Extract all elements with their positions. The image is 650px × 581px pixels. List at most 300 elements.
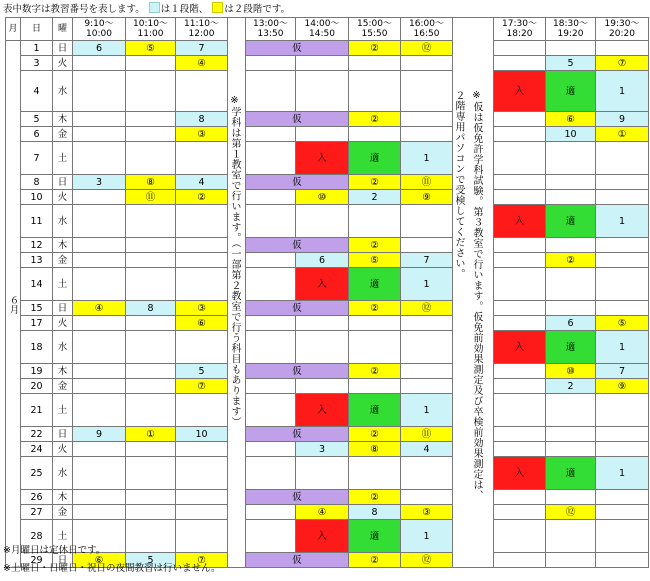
weekday-cell: 日 — [52, 552, 73, 568]
header-slot — [175, 17, 228, 41]
empty-slot — [295, 315, 349, 331]
empty-slot — [595, 40, 649, 56]
footnote-closed: ※月曜日は定休日です。 — [3, 545, 106, 556]
lesson-cell: ① — [125, 426, 176, 442]
empty-slot — [245, 141, 296, 175]
empty-slot — [493, 267, 546, 301]
lesson-cell: 1 — [595, 204, 649, 238]
lesson-cell: ② — [348, 40, 401, 56]
empty-slot — [545, 300, 596, 316]
empty-slot — [175, 489, 228, 505]
day-cell: 27 — [20, 504, 53, 520]
empty-slot — [493, 189, 546, 205]
slot-start: 16:00～ — [409, 19, 444, 29]
empty-slot — [545, 141, 596, 175]
empty-slot — [493, 519, 546, 553]
lesson-cell: ⑤ — [595, 315, 649, 331]
lesson-cell: ⑤ — [348, 252, 401, 268]
slot-start: 11:10～ — [184, 19, 219, 29]
empty-slot — [295, 70, 349, 112]
lesson-cell: ⑩ — [295, 189, 349, 205]
empty-slot — [400, 55, 453, 71]
empty-slot — [400, 363, 453, 379]
weekday-cell: 土 — [52, 141, 73, 175]
lesson-cell: ② — [348, 552, 401, 568]
side-note-computer: ２階専用パソコンで受検してください。 — [453, 90, 464, 279]
empty-slot — [245, 252, 296, 268]
empty-slot — [400, 111, 453, 127]
empty-slot — [72, 237, 126, 253]
empty-slot — [125, 504, 176, 520]
lesson-cell: ② — [348, 174, 401, 190]
empty-slot — [175, 267, 228, 301]
lesson-cell: 2 — [348, 189, 401, 205]
empty-slot — [72, 267, 126, 301]
lesson-cell: ④ — [72, 300, 126, 316]
empty-slot — [493, 237, 546, 253]
lesson-cell: ⑫ — [400, 552, 453, 568]
lesson-cell: 4 — [400, 441, 453, 457]
empty-slot — [493, 174, 546, 190]
weekday-cell: 日 — [52, 426, 73, 442]
slot-end: 11:00 — [137, 29, 164, 39]
header-day: 日 — [20, 17, 53, 41]
lesson-cell: 仮 — [245, 489, 349, 505]
empty-slot — [72, 363, 126, 379]
lesson-cell: 適 — [348, 267, 401, 301]
empty-slot — [245, 330, 296, 364]
header-slot — [400, 17, 453, 41]
weekday-cell: 金 — [52, 252, 73, 268]
empty-slot — [493, 252, 546, 268]
weekday-cell: 金 — [52, 504, 73, 520]
lesson-cell: 入 — [493, 70, 546, 112]
lesson-cell: 適 — [545, 456, 596, 490]
empty-slot — [175, 252, 228, 268]
lesson-cell: 仮 — [245, 552, 349, 568]
empty-slot — [595, 393, 649, 427]
empty-slot — [595, 552, 649, 568]
lesson-cell: 8 — [348, 504, 401, 520]
lesson-cell: ⑫ — [400, 300, 453, 316]
empty-slot — [493, 40, 546, 56]
lesson-cell: 6 — [72, 40, 126, 56]
lesson-cell: 入 — [295, 267, 349, 301]
empty-slot — [125, 456, 176, 490]
empty-slot — [72, 70, 126, 112]
weekday-cell: 日 — [52, 300, 73, 316]
empty-slot — [348, 330, 401, 364]
lesson-cell: ③ — [175, 300, 228, 316]
empty-slot — [175, 237, 228, 253]
slot-start: 14:00～ — [304, 19, 340, 29]
empty-slot — [595, 267, 649, 301]
lesson-cell: 5 — [175, 363, 228, 379]
empty-slot — [175, 393, 228, 427]
lesson-cell: ⑥ — [545, 111, 596, 127]
lesson-cell: 1 — [400, 393, 453, 427]
lesson-cell: ⑨ — [400, 189, 453, 205]
weekday-cell: 木 — [52, 111, 73, 127]
lesson-cell: ② — [348, 489, 401, 505]
lesson-cell: ① — [595, 126, 649, 142]
slot-end: 13:50 — [257, 29, 284, 39]
empty-slot — [125, 141, 176, 175]
month-label: ６月 — [5, 40, 21, 568]
weekday-cell: 木 — [52, 237, 73, 253]
empty-slot — [348, 315, 401, 331]
empty-slot — [348, 456, 401, 490]
legend-stage1: は１段階、 — [160, 4, 209, 15]
lesson-cell: 3 — [72, 174, 126, 190]
empty-slot — [245, 126, 296, 142]
empty-slot — [125, 267, 176, 301]
day-cell: 22 — [20, 426, 53, 442]
empty-slot — [72, 252, 126, 268]
empty-slot — [400, 204, 453, 238]
empty-slot — [72, 55, 126, 71]
lesson-cell: 仮 — [245, 111, 349, 127]
lesson-cell: ② — [348, 300, 401, 316]
empty-slot — [595, 519, 649, 553]
weekday-cell: 日 — [52, 40, 73, 56]
lesson-cell: 適 — [545, 330, 596, 364]
empty-slot — [175, 70, 228, 112]
slot-end: 15:50 — [361, 29, 388, 39]
weekday-cell: 火 — [52, 189, 73, 205]
empty-slot — [295, 330, 349, 364]
empty-slot — [72, 126, 126, 142]
legend-stage2: は２段階です。 — [224, 4, 291, 15]
weekday-cell: 金 — [52, 378, 73, 394]
empty-slot — [125, 519, 176, 553]
lesson-cell: 8 — [125, 300, 176, 316]
lesson-cell: 仮 — [245, 300, 349, 316]
slot-start: 19:30～ — [604, 19, 640, 29]
empty-slot — [125, 111, 176, 127]
empty-slot — [595, 300, 649, 316]
lesson-cell: ⑪ — [400, 174, 453, 190]
lesson-cell: 仮 — [245, 363, 349, 379]
empty-slot — [72, 504, 126, 520]
header-slot — [595, 17, 649, 41]
lesson-cell: 1 — [400, 267, 453, 301]
empty-slot — [493, 55, 546, 71]
empty-slot — [493, 489, 546, 505]
empty-slot — [295, 126, 349, 142]
empty-slot — [175, 456, 228, 490]
lesson-cell: 入 — [493, 456, 546, 490]
weekday-cell: 日 — [52, 174, 73, 190]
day-cell: 8 — [20, 174, 53, 190]
weekday-cell: 土 — [52, 519, 73, 553]
empty-slot — [400, 126, 453, 142]
lesson-cell: 1 — [595, 330, 649, 364]
lesson-cell: 適 — [545, 204, 596, 238]
lesson-cell: 6 — [295, 252, 349, 268]
lesson-cell: 3 — [295, 441, 349, 457]
empty-slot — [72, 441, 126, 457]
empty-slot — [400, 70, 453, 112]
lesson-cell: 適 — [545, 70, 596, 112]
header-slot — [295, 17, 349, 41]
empty-slot — [545, 237, 596, 253]
lesson-cell: ⑥ — [72, 552, 126, 568]
day-cell: 19 — [20, 363, 53, 379]
lesson-cell: 入 — [295, 393, 349, 427]
empty-slot — [545, 552, 596, 568]
day-cell: 12 — [20, 237, 53, 253]
lesson-cell: 10 — [175, 426, 228, 442]
empty-slot — [493, 126, 546, 142]
day-cell: 25 — [20, 456, 53, 490]
slot-start: 15:00～ — [357, 19, 392, 29]
empty-slot — [493, 426, 546, 442]
slot-end: 16:50 — [413, 29, 440, 39]
header-month: 月 — [5, 17, 21, 41]
header-slot — [125, 17, 176, 41]
lesson-cell: ⑪ — [125, 189, 176, 205]
empty-slot — [595, 189, 649, 205]
lesson-cell: 適 — [348, 393, 401, 427]
weekday-cell: 火 — [52, 441, 73, 457]
empty-slot — [545, 441, 596, 457]
empty-slot — [72, 489, 126, 505]
header-slot — [245, 17, 296, 41]
lesson-cell: ⑤ — [125, 40, 176, 56]
lesson-cell: ⑦ — [595, 55, 649, 71]
empty-slot — [72, 330, 126, 364]
lesson-cell: ⑧ — [125, 174, 176, 190]
empty-slot — [493, 504, 546, 520]
lesson-cell: 適 — [348, 141, 401, 175]
empty-slot — [493, 111, 546, 127]
empty-slot — [125, 237, 176, 253]
lesson-cell: ③ — [400, 504, 453, 520]
day-cell: 7 — [20, 141, 53, 175]
side-note-provisional: ※仮は仮免許学科試験。第３教室で行います。仮免前効果測定及び卒検前効果測定は、 — [471, 90, 482, 501]
empty-slot — [125, 252, 176, 268]
lesson-cell: 10 — [545, 126, 596, 142]
empty-slot — [493, 393, 546, 427]
day-cell: 15 — [20, 300, 53, 316]
day-cell: 4 — [20, 70, 53, 112]
weekday-cell: 土 — [52, 393, 73, 427]
day-cell: 5 — [20, 111, 53, 127]
slot-start: 17:30～ — [502, 19, 537, 29]
header-slot — [545, 17, 596, 41]
slot-end: 19:20 — [557, 29, 584, 39]
empty-slot — [125, 363, 176, 379]
empty-slot — [125, 489, 176, 505]
lesson-cell: 1 — [595, 70, 649, 112]
lesson-cell: ⑩ — [545, 363, 596, 379]
lesson-cell: ⑫ — [400, 40, 453, 56]
empty-slot — [493, 315, 546, 331]
empty-slot — [400, 315, 453, 331]
stage1-swatch — [149, 2, 160, 13]
empty-slot — [245, 378, 296, 394]
slot-end: 20:20 — [609, 29, 635, 39]
lesson-cell: 入 — [295, 141, 349, 175]
empty-slot — [348, 55, 401, 71]
empty-slot — [595, 141, 649, 175]
empty-slot — [125, 378, 176, 394]
empty-slot — [72, 378, 126, 394]
empty-slot — [175, 330, 228, 364]
empty-slot — [595, 426, 649, 442]
empty-slot — [245, 55, 296, 71]
lesson-cell: 仮 — [245, 174, 349, 190]
empty-slot — [545, 174, 596, 190]
day-cell: 10 — [20, 189, 53, 205]
day-cell: 20 — [20, 378, 53, 394]
empty-slot — [125, 330, 176, 364]
lesson-cell: 適 — [348, 519, 401, 553]
lesson-cell: 1 — [400, 519, 453, 553]
lesson-cell: 入 — [295, 519, 349, 553]
empty-slot — [348, 70, 401, 112]
empty-slot — [400, 456, 453, 490]
empty-slot — [545, 489, 596, 505]
lesson-cell: 7 — [175, 40, 228, 56]
stage2-swatch — [212, 2, 223, 13]
lesson-cell: 8 — [175, 111, 228, 127]
empty-slot — [545, 189, 596, 205]
lesson-cell: ⑦ — [175, 378, 228, 394]
empty-slot — [245, 204, 296, 238]
lesson-cell: ② — [348, 426, 401, 442]
empty-slot — [245, 267, 296, 301]
lesson-cell: ⑫ — [545, 504, 596, 520]
lesson-cell: 1 — [400, 141, 453, 175]
weekday-cell: 木 — [52, 363, 73, 379]
slot-end: 12:00 — [188, 29, 215, 39]
empty-slot — [348, 204, 401, 238]
lesson-cell: ② — [348, 363, 401, 379]
empty-slot — [125, 126, 176, 142]
side-note-classroom: ※学科は第１教室で行います。（一部第２教室で行う科目もあります） — [229, 95, 240, 427]
empty-slot — [72, 393, 126, 427]
empty-slot — [595, 174, 649, 190]
lesson-cell: 5 — [545, 55, 596, 71]
day-cell: 21 — [20, 393, 53, 427]
lesson-cell: ④ — [295, 504, 349, 520]
empty-slot — [125, 393, 176, 427]
empty-slot — [245, 441, 296, 457]
slot-start: 9:10～ — [84, 19, 114, 29]
slot-start: 13:00～ — [253, 19, 288, 29]
empty-slot — [493, 141, 546, 175]
empty-slot — [545, 267, 596, 301]
empty-slot — [175, 504, 228, 520]
empty-slot — [493, 363, 546, 379]
empty-slot — [125, 70, 176, 112]
lesson-cell: ② — [175, 189, 228, 205]
empty-slot — [595, 441, 649, 457]
weekday-cell: 水 — [52, 330, 73, 364]
header-weekday: 曜 — [52, 17, 73, 41]
empty-slot — [295, 55, 349, 71]
lesson-cell: 7 — [400, 252, 453, 268]
empty-slot — [245, 189, 296, 205]
weekday-cell: 金 — [52, 126, 73, 142]
empty-slot — [125, 204, 176, 238]
empty-slot — [125, 441, 176, 457]
lesson-cell: 入 — [493, 204, 546, 238]
empty-slot — [295, 378, 349, 394]
lesson-cell: ⑥ — [175, 315, 228, 331]
weekday-cell: 水 — [52, 456, 73, 490]
lesson-cell: 5 — [125, 552, 176, 568]
lesson-cell: 2 — [545, 378, 596, 394]
empty-slot — [595, 252, 649, 268]
empty-slot — [545, 519, 596, 553]
lesson-cell: 1 — [595, 456, 649, 490]
empty-slot — [493, 441, 546, 457]
empty-slot — [175, 141, 228, 175]
empty-slot — [72, 141, 126, 175]
empty-slot — [595, 504, 649, 520]
empty-slot — [245, 393, 296, 427]
empty-slot — [175, 519, 228, 553]
legend-intro: 表中数字は教習番号を表します。 — [3, 4, 145, 15]
lesson-cell: ⑦ — [175, 552, 228, 568]
lesson-cell: ④ — [175, 55, 228, 71]
empty-slot — [348, 378, 401, 394]
empty-slot — [125, 55, 176, 71]
header-slot — [348, 17, 401, 41]
empty-slot — [245, 504, 296, 520]
lesson-cell: ⑪ — [400, 426, 453, 442]
empty-slot — [400, 330, 453, 364]
empty-slot — [400, 489, 453, 505]
empty-slot — [72, 315, 126, 331]
weekday-cell: 火 — [52, 315, 73, 331]
empty-slot — [400, 237, 453, 253]
lesson-cell: 仮 — [245, 237, 349, 253]
lesson-cell: 仮 — [245, 40, 349, 56]
lesson-cell: ② — [348, 237, 401, 253]
day-cell: 13 — [20, 252, 53, 268]
footnote-night: ※土曜日・日曜日・祝日の夜間教習は行いません。 — [3, 563, 221, 574]
header-slot — [493, 17, 546, 41]
empty-slot — [245, 456, 296, 490]
lesson-cell: ② — [545, 252, 596, 268]
lesson-cell: 仮 — [245, 426, 349, 442]
lesson-cell: ⑧ — [348, 441, 401, 457]
slot-end: 18:20 — [506, 29, 533, 39]
empty-slot — [493, 552, 546, 568]
weekday-cell: 水 — [52, 70, 73, 112]
day-cell: 18 — [20, 330, 53, 364]
day-cell: 1 — [20, 40, 53, 56]
slot-start: 10:10～ — [133, 19, 168, 29]
empty-slot — [245, 315, 296, 331]
lesson-cell: 9 — [72, 426, 126, 442]
day-cell: 17 — [20, 315, 53, 331]
empty-slot — [545, 426, 596, 442]
day-cell: 29 — [20, 552, 53, 568]
lesson-cell: 6 — [545, 315, 596, 331]
weekday-cell: 水 — [52, 204, 73, 238]
lesson-cell: 9 — [595, 111, 649, 127]
day-cell: 6 — [20, 126, 53, 142]
empty-slot — [245, 519, 296, 553]
header-slot — [72, 17, 126, 41]
slot-start: 18:30～ — [553, 19, 588, 29]
day-cell: 14 — [20, 267, 53, 301]
